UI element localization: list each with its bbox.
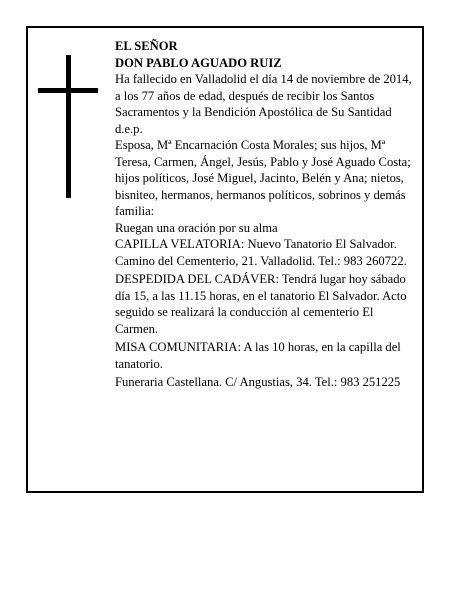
rest-in-peace: d.e.p. <box>115 121 143 136</box>
prayer-request: Ruegan una oración por su alma <box>115 220 278 235</box>
chapel-info: CAPILLA VELATORIA: Nuevo Tanatorio El Salvador. Camino del Cementerio, 21. Valladolid. Tel.: 983 260722. <box>115 237 407 268</box>
farewell-info: DESPEDIDA DEL CADÁVER: Tendrá lugar hoy sábado día 15, a las 11.15 horas, en el tanatorio El Salvador. Acto seguido se realizará la conducción al cementerio El Carmen. <box>115 272 407 336</box>
obituary-notice <box>26 26 424 493</box>
notice-heading-title: EL SEÑOR <box>115 39 178 53</box>
mass-info: MISA COMUNITARIA: A las 10 horas, en la capilla del tanatorio. <box>115 340 401 371</box>
cross-horizontal-bar <box>38 88 98 93</box>
cross-vertical-bar <box>66 55 71 198</box>
funeral-home-info: Funeraria Castellana. C/ Angustias, 34. Tel.: 983 251225 <box>115 375 401 389</box>
notice-text <box>115 38 415 391</box>
cross-icon <box>38 55 98 198</box>
death-announcement: Ha fallecido en Valladolid el día 14 de noviembre de 2014, a los 77 años de edad, después de recibir los Santos Sacramentos y la Bendición Apostólica de Su Santidad <box>115 72 412 119</box>
family-list: Esposa, Mª Encarnación Costa Morales; sus hijos, Mª Teresa, Carmen, Ángel, Jesús, Pablo y José Aguado Costa; hijos políticos, José Miguel, Jacinto, Belén y Ana; nietos, bisniteo, hermanos, hermanos políticos, sobrinos y demás familia: <box>115 138 411 218</box>
deceased-name: DON PABLO AGUADO RUIZ <box>115 55 282 70</box>
